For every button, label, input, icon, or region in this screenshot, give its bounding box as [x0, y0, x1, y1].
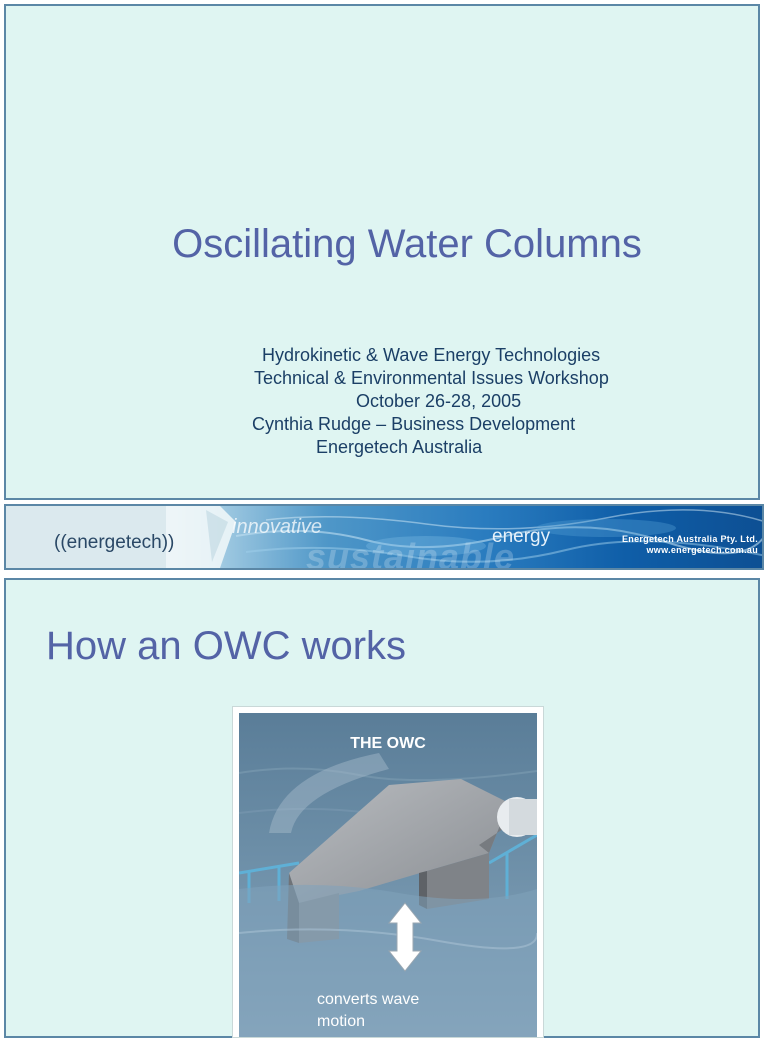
company-name: Energetech Australia Pty. Ltd.	[621, 534, 758, 544]
banner-word-sustainable: sustainable	[306, 536, 516, 570]
owc-diagram-image	[232, 706, 544, 1038]
owc-image-title: THE OWC	[350, 735, 426, 752]
caption-line-1: converts wave	[317, 991, 420, 1008]
content-slide	[4, 578, 760, 1038]
title-slide	[4, 4, 760, 500]
slide-subtitle	[236, 344, 676, 459]
company-banner	[4, 504, 764, 570]
subtitle-line-organization: Energetech Australia	[316, 437, 483, 457]
slide-title: How an OWC works	[46, 624, 407, 668]
subtitle-line-presenter: Cynthia Rudge – Business Development	[252, 414, 576, 434]
subtitle-line-date: October 26-28, 2005	[356, 391, 522, 411]
banner-word-innovative: innovative	[232, 516, 323, 538]
subtitle-line-event: Hydrokinetic & Wave Energy Technologies	[262, 345, 601, 365]
company-website: www.energetech.com.au	[646, 545, 758, 555]
owc-image-caption	[317, 989, 419, 1033]
energetech-logo: ((energetech))	[54, 532, 175, 553]
caption-line-2: motion	[317, 1013, 366, 1030]
slide-title: Oscillating Water Columns	[172, 222, 642, 266]
subtitle-line-workshop: Technical & Environmental Issues Workshop	[254, 368, 609, 388]
banner-word-energy: energy	[492, 526, 551, 547]
banner-company-info	[622, 534, 758, 556]
